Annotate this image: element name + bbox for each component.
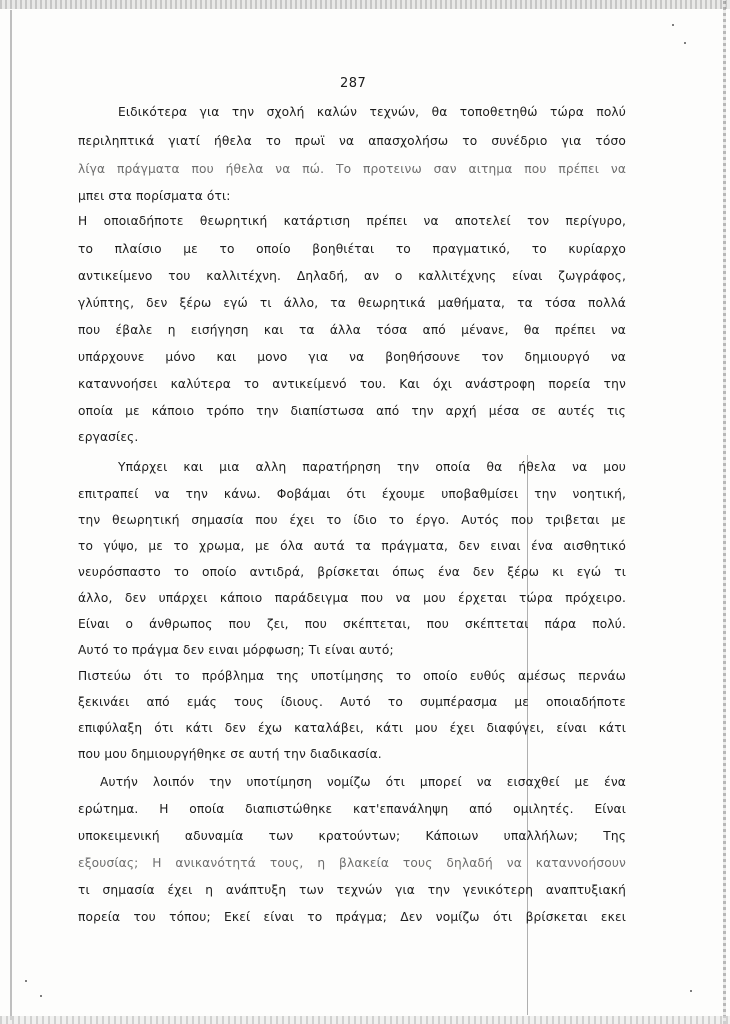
- text-line: εργασίες.: [78, 430, 139, 444]
- text-line: Πιστεύω ότι το πρόβλημα της υποτίμησης το οποίο ευθύς αμέσως περνάω: [78, 669, 626, 683]
- text-line: άλλο, δεν υπάρχει κάποιο παράδειγμα που να μου έρχεται τώρα πρόχειρο.: [78, 591, 626, 605]
- text-line: Υπάρχει και μια αλλη παρατήρηση την οποία θα ήθελα να μου: [118, 460, 626, 474]
- text-line: εξουσίας; Η ανικανότητά τους, η βλακεία τους δηλαδή να καταννοήσουν: [78, 856, 626, 870]
- scan-speck: [672, 24, 674, 26]
- text-line: την θεωρητική σημασία που έχει το ίδιο το έργο. Αυτός που τριβεται με: [78, 513, 626, 527]
- text-line: επιφύλαξη ότι κάτι δεν έχω καταλάβει, κάτι μου έχει διαφύγει, είναι κάτι: [78, 721, 626, 735]
- scan-speck: [684, 42, 686, 44]
- text-line: ξεκινάει από εμάς τους ίδιους. Αυτό το συμπέρασμα με οποιαδήποτε: [78, 695, 626, 709]
- text-line: Ειδικότερα για την σχολή καλών τεχνών, θα τοποθετηθώ τώρα πολύ: [118, 105, 626, 119]
- text-line: λίγα πράγματα που ήθελα να πώ. Το προτεινω σαν αιτημα που πρέπει να: [78, 162, 626, 176]
- text-line: το πλαίσιο με το οποίο βοηθιέται το πραγματικό, το κυρίαρχο: [78, 242, 626, 256]
- text-line: γλύπτης, δεν ξέρω εγώ τι άλλο, τα θεωρητικά μαθήματα, τα τόσα πολλά: [78, 296, 626, 310]
- text-line: που έβαλε η εισήγηση και τα άλλα τόσα από μένανε, θα πρέπει να: [78, 323, 626, 337]
- scan-speck: [690, 990, 692, 992]
- scan-speck: [40, 995, 42, 997]
- scan-top-edge: [0, 0, 730, 9]
- scan-bottom-edge: [0, 1016, 730, 1024]
- text-line: τι σημασία έχει η ανάπτυξη των τεχνών για την γενικότερη αναπτυξιακή: [78, 883, 626, 897]
- text-line: Η οποιαδήποτε θεωρητική κατάρτιση πρέπει να αποτελεί τον περίγυρο,: [78, 214, 626, 228]
- text-line: οποία με κάποιο τρόπο την διαπίστωσα από την αρχή μέσα σε αυτές τις: [78, 404, 626, 418]
- text-line: περιληπτικά γιατί ήθελα το πρωϊ να απασχολήσω το συνέδριο για τόσο: [78, 134, 626, 148]
- text-line: που μου δημιουργήθηκε σε αυτή την διαδικασία.: [78, 747, 382, 761]
- scan-speck: [25, 980, 27, 982]
- text-line: πορεία του τόπου; Εκεί είναι το πράγμα; Δεν νομίζω ότι βρίσκεται εκει: [78, 910, 626, 924]
- text-line: ερώτημα. Η οποία διαπιστώθηκε κατ'επανάληψη από ομιλητές. Είναι: [78, 802, 626, 816]
- scan-right-edge: [723, 0, 726, 1024]
- text-line: μπει στα πορίσματα ότι:: [78, 189, 231, 203]
- text-line: αντικείμενο του καλλιτέχνη. Δηλαδή, αν ο καλλιτέχνης είναι ζωγράφος,: [78, 269, 626, 283]
- text-line: το γύψο, με το χρωμα, με όλα αυτά τα πράγματα, δεν ειναι ένα αισθητικό: [78, 539, 626, 553]
- text-line: Αυτήν λοιπόν την υποτίμηση νομίζω ότι μπορεί να εισαχθεί με ένα: [100, 775, 626, 789]
- text-line: νευρόσπαστο το οποίο αντιδρά, βρίσκεται όπως ένα δεν ξέρω κι εγώ τι: [78, 565, 626, 579]
- text-line: καταννοήσει καλύτερα το αντικείμενό του. Και όχι ανάστροφη πορεία την: [78, 377, 626, 391]
- text-line: επιτραπεί να την κάνω. Φοβάμαι ότι έχουμε υποβαθμίσει την νοητική,: [78, 487, 626, 501]
- scan-left-margin-line: [10, 10, 12, 1020]
- text-line: υπάρχουνε μόνο και μονο για να βοηθήσουνε τον δημιουργό να: [78, 350, 626, 364]
- text-line: Αυτό το πράγμα δεν ειναι μόρφωση; Τι είναι αυτό;: [78, 643, 394, 657]
- page-number: 287: [340, 76, 367, 91]
- text-line: Είναι ο άνθρωπος που ζει, που σκέπτεται, που σκέπτεται πάρα πολύ.: [78, 617, 626, 631]
- text-line: υποκειμενική αδυναμία των κρατούντων; Κάποιων υπαλλήλων; Της: [78, 829, 626, 843]
